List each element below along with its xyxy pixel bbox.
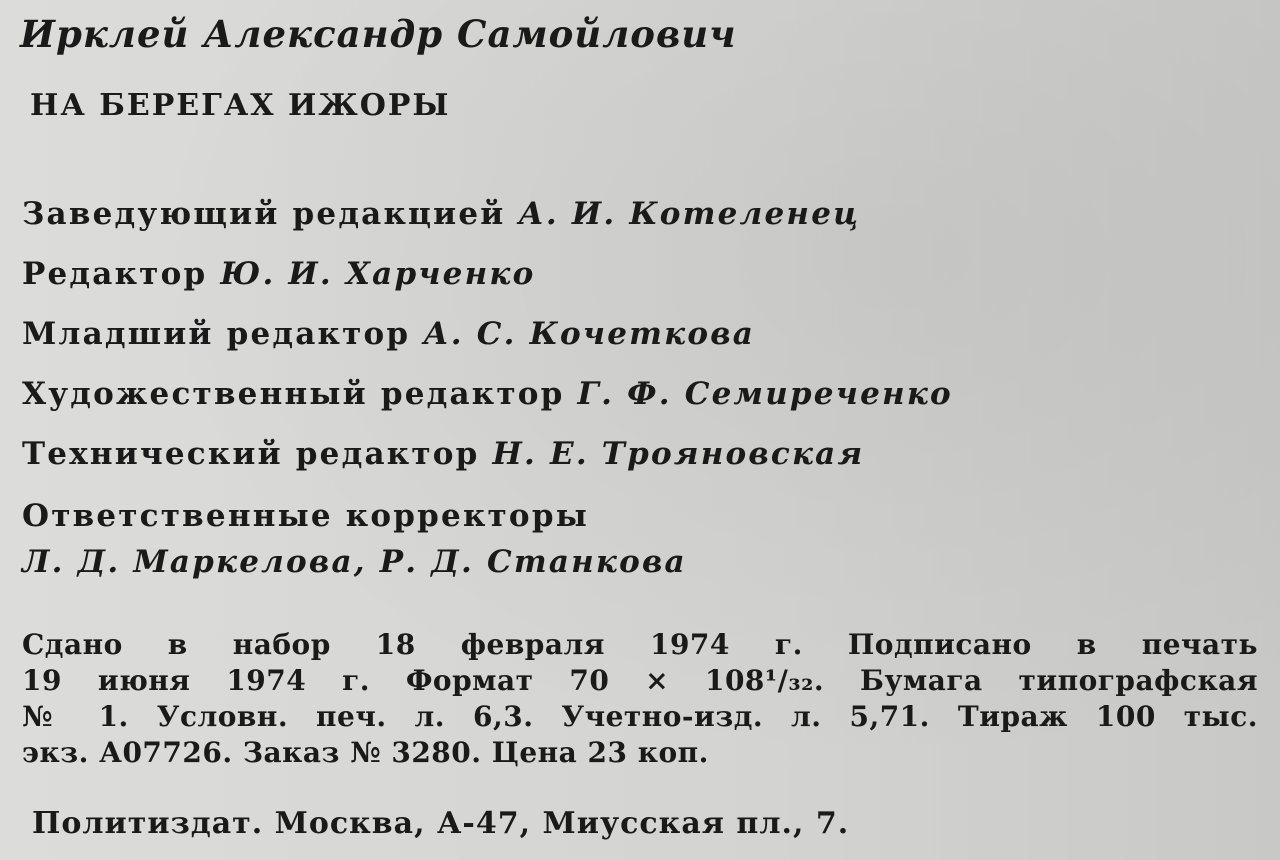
staff-role: Художественный редактор [22,376,565,412]
staff-role: Заведующий редакцией [22,196,506,232]
publisher-address: Политиздат. Москва, А-47, Миусская пл., 7. [32,806,850,841]
correctors-names: Л. Д. Маркелова, Р. Д. Станкова [22,544,687,580]
correctors-names-line [22,544,687,580]
staff-name: А. С. Кочеткова [423,316,756,352]
staff-name: Г. Ф. Семиреченко [577,376,953,412]
author-name: Ирклей Александр Самойлович [20,12,737,56]
staff-name: Ю. И. Харченко [220,256,536,292]
staff-role: Редактор [22,256,208,292]
staff-line-junior-editor [22,316,755,352]
imprint-line-2: 19 июня 1974 г. Формат 70 × 108¹/₃₂. Бумага типографская [22,664,1258,697]
correctors-role: Ответственные корректоры [22,498,589,534]
imprint-line-4: экз. А07726. Заказ № 3280. Цена 23 коп. [22,736,709,769]
staff-line-art-editor [22,376,953,412]
staff-line-head-editor [22,196,860,232]
staff-name: Н. Е. Трояновская [492,436,865,472]
staff-line-editor [22,256,535,292]
staff-role: Технический редактор [22,436,480,472]
imprint-line-3: № 1. Условн. печ. л. 6,3. Учетно-изд. л. 5,71. Тираж 100 тыс. [22,700,1258,733]
staff-line-tech-editor [22,436,864,472]
staff-name: А. И. Котеленец [518,196,861,232]
imprint-line-1: Сдано в набор 18 февраля 1974 г. Подписано в печать [22,628,1258,661]
staff-role: Младший редактор [22,316,411,352]
book-title: НА БЕРЕГАХ ИЖОРЫ [30,88,451,123]
